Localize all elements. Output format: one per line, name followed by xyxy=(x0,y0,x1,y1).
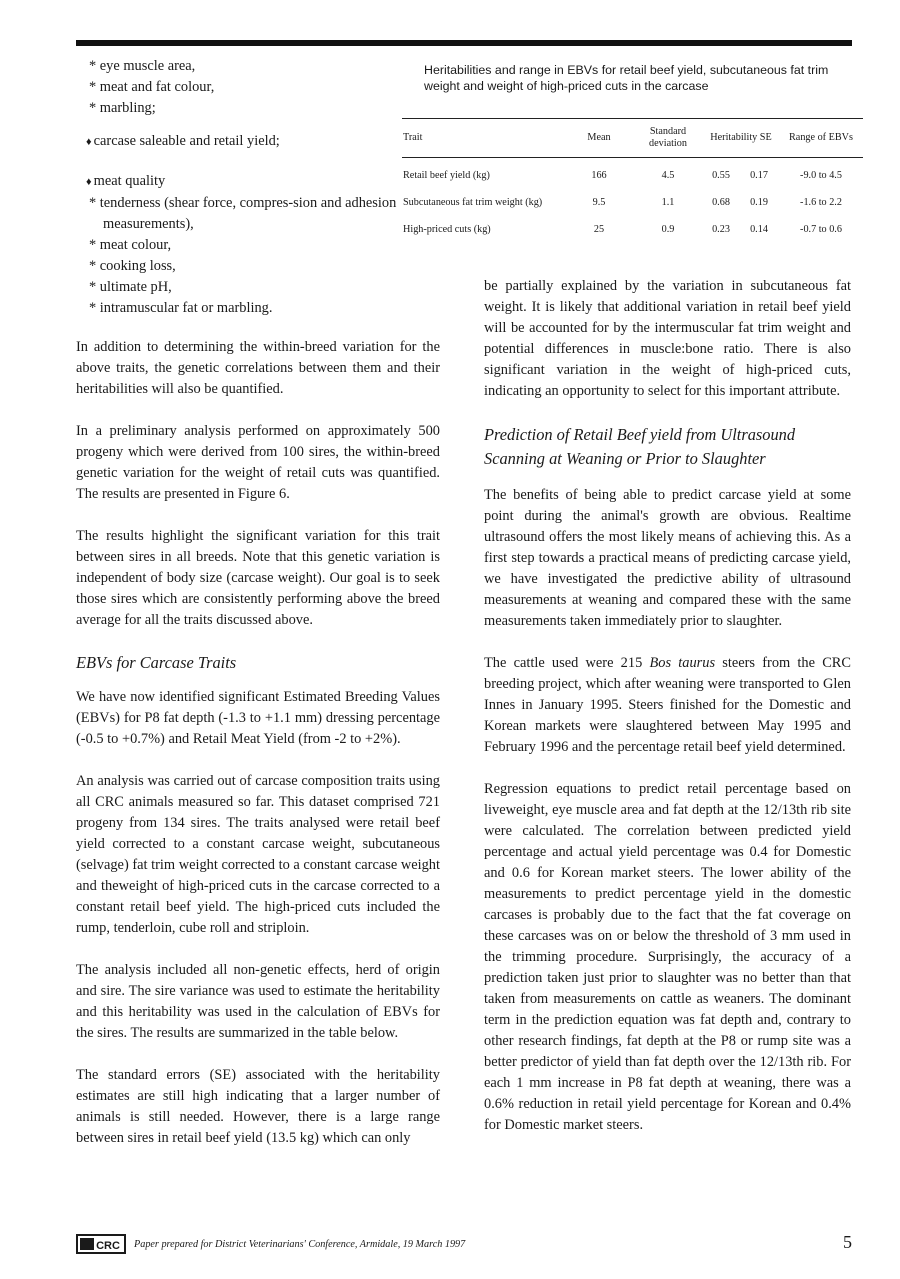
cell-range: -0.7 to 0.6 xyxy=(800,224,842,235)
paragraph: The analysis included all non-genetic effects, herd of origin and sire. The sire variance was used to estimate the heritability and this heritability was used in the calculation of EBVs for the sires. The results are summarized in the table below. xyxy=(76,962,440,1041)
table-body xyxy=(397,158,863,243)
page-number: 5 xyxy=(843,1232,852,1252)
top-rule xyxy=(76,40,852,46)
heritability-table xyxy=(397,62,863,243)
table-row xyxy=(397,216,863,243)
list-subitem: * ultimate pH, xyxy=(76,277,440,298)
cell-heritability: 0.23 xyxy=(712,224,730,235)
page-footer xyxy=(76,1232,852,1262)
cell-se: 0.19 xyxy=(750,197,768,208)
cell-range: -1.6 to 2.2 xyxy=(800,197,842,208)
logo-text: CRC xyxy=(96,1240,120,1252)
cell-range: -9.0 to 4.5 xyxy=(800,170,842,181)
cell-trait: High-priced cuts (kg) xyxy=(403,224,491,235)
paragraph: In a preliminary analysis performed on approximately 500 progeny which were derived from 100 sires, the within-breed genetic variation for the weight of retail cuts was quantified. The results are presented in Figure 6. xyxy=(76,423,440,502)
cell-heritability: 0.68 xyxy=(712,197,730,208)
header-sd: Standard deviation xyxy=(649,126,687,149)
list-subitem: * meat and fat colour, xyxy=(76,77,440,98)
paragraph: The benefits of being able to predict carcase yield at some point during the animal's growth are obvious. Realtime ultrasound offers the most likely means of achieving this. As a first step towards a practical means of predicting carcase yield, we have investigated the predictive ability of ultrasound measurements at weaning and compared these with the same measurements taken immediately prior to slaughter. xyxy=(484,487,851,629)
cell-trait: Retail beef yield (kg) xyxy=(403,170,490,181)
table-caption: Heritabilities and range in EBVs for retail beef yield, subcutaneous fat trim weight and weight of high-priced cuts in the carcase xyxy=(424,63,829,93)
paragraph: be partially explained by the variation in subcutaneous fat weight. It is likely that additional variation in retail beef yield will be accounted for by the intermuscular fat trim weight and potential differences in muscle:bone ratio. There is also significant variation in the weight of high-priced cuts, indicating an opportunity to select for this important attribute. xyxy=(484,278,851,399)
cell-mean: 25 xyxy=(593,224,605,235)
list-bullet: ♦ meat quality xyxy=(86,171,440,193)
list-bullet: ♦ carcase saleable and retail yield; xyxy=(86,131,440,153)
paragraph: An analysis was carried out of carcase composition traits using all CRC animals measured so far. This dataset comprised 721 progeny from 134 sires. The traits analysed were retail beef yield corrected to a constant carcase weight, subcutaneous (selvage) fat trim weight corrected to a constant carcase weight and theweight of high-priced cuts in the carcase corrected to a constant retail beef yield. The high-priced cuts included the rump, tenderloin, cube roll and striploin. xyxy=(76,773,440,936)
header-trait: Trait xyxy=(403,132,423,143)
list-subitem: * tenderness (shear force, compres-sion and adhesion measurements), xyxy=(76,193,440,235)
cell-se: 0.14 xyxy=(750,224,768,235)
list-subitem: * eye muscle area, xyxy=(76,56,440,77)
list-subitem: * meat colour, xyxy=(76,235,440,256)
list-subitem: * marbling; xyxy=(76,98,440,119)
header-heritability-se: Heritability SE xyxy=(710,132,772,143)
list-subitem: * intramuscular fat or marbling. xyxy=(76,298,440,319)
species-name: Bos taurus xyxy=(649,655,716,671)
section-heading: Prediction of Retail Beef yield from Ultrasound Scanning at Weaning or Prior to Slaughter xyxy=(484,425,796,468)
table-header-row xyxy=(397,119,863,157)
cattle-text-after: steers from the CRC breeding project, which after weaning were transported to Glen Innes in January 1995. Steers finished for the Domestic and Korean markets were slaughtered between May 1995 and February 1996 and the percentage retail beef yield determined. xyxy=(484,655,851,755)
header-range: Range of EBVs xyxy=(789,132,853,143)
table-row xyxy=(397,162,863,189)
paragraph: The results highlight the significant variation for this trait between sires in all breeds. Note that this genetic variation is independent of body size (carcase weight). Our goal is to seek those sires which are consistently performing above the breed average for all the traits discussed above. xyxy=(76,528,440,628)
cell-sd: 4.5 xyxy=(661,170,675,181)
crc-logo-icon xyxy=(76,1234,126,1254)
paragraph: We have now identified significant Estimated Breeding Values (EBVs) for P8 fat depth (-1.3 to +1.1 mm) dressing percentage (-0.5 to +0.7%) and Retail Meat Yield (from -2 to +2%). xyxy=(76,689,440,747)
section-heading: EBVs for Carcase Traits xyxy=(76,653,237,672)
footer-text: Paper prepared for District Veterinarians' Conference, Armidale, 19 March 1997 xyxy=(134,1239,466,1250)
cell-se: 0.17 xyxy=(750,170,768,181)
paragraph: The standard errors (SE) associated with the heritability estimates are still high indicating that a larger number of animals is still needed. However, there is a large range between sires in retail beef yield (13.5 kg) which can only xyxy=(76,1067,440,1146)
cell-trait: Subcutaneous fat trim weight (kg) xyxy=(403,197,543,208)
header-mean: Mean xyxy=(587,132,611,143)
cell-mean: 9.5 xyxy=(592,197,606,208)
paragraph: In addition to determining the within-breed variation for the above traits, the genetic correlations between them and their heritabilities will also be quantified. xyxy=(76,339,440,397)
cell-sd: 1.1 xyxy=(661,197,675,208)
cell-mean: 166 xyxy=(591,170,607,181)
table-row xyxy=(397,189,863,216)
paragraph xyxy=(484,653,851,758)
paragraph: Regression equations to predict retail percentage based on liveweight, eye muscle area and fat depth at the 12/13th rib site were calculated. The correlation between predicted yield percentage and actual yield percentage was 0.4 for Domestic and 0.6 for Korean market steers. The lower ability of the measurements to predict percentage yield in the domestic carcases is probably due to the fact that the fat coverage on these carcases was on or below the threshold of 3 mm used in the trimming procedure. Surprisingly, the accuracy of a prediction taken just prior to slaughter was no better than that taken from measurements on cattle as weaners. The dominant term in the prediction equation was fat depth and, contrary to other research findings, fat depth at the P8 or rump site was a better predictor of yield than fat depth over the 12/13th rib. For each 1 mm increase in P8 fat depth at weaning, there was a 0.6% reduction in retail yield percentage for Korean and 0.4% for Domestic market steers. xyxy=(484,781,851,1133)
left-column xyxy=(76,56,440,1170)
cell-heritability: 0.55 xyxy=(712,170,730,181)
right-column xyxy=(484,276,851,1157)
cell-sd: 0.9 xyxy=(661,224,675,235)
cattle-text-before: The cattle used were 215 xyxy=(484,655,650,671)
list-subitem: * cooking loss, xyxy=(76,256,440,277)
